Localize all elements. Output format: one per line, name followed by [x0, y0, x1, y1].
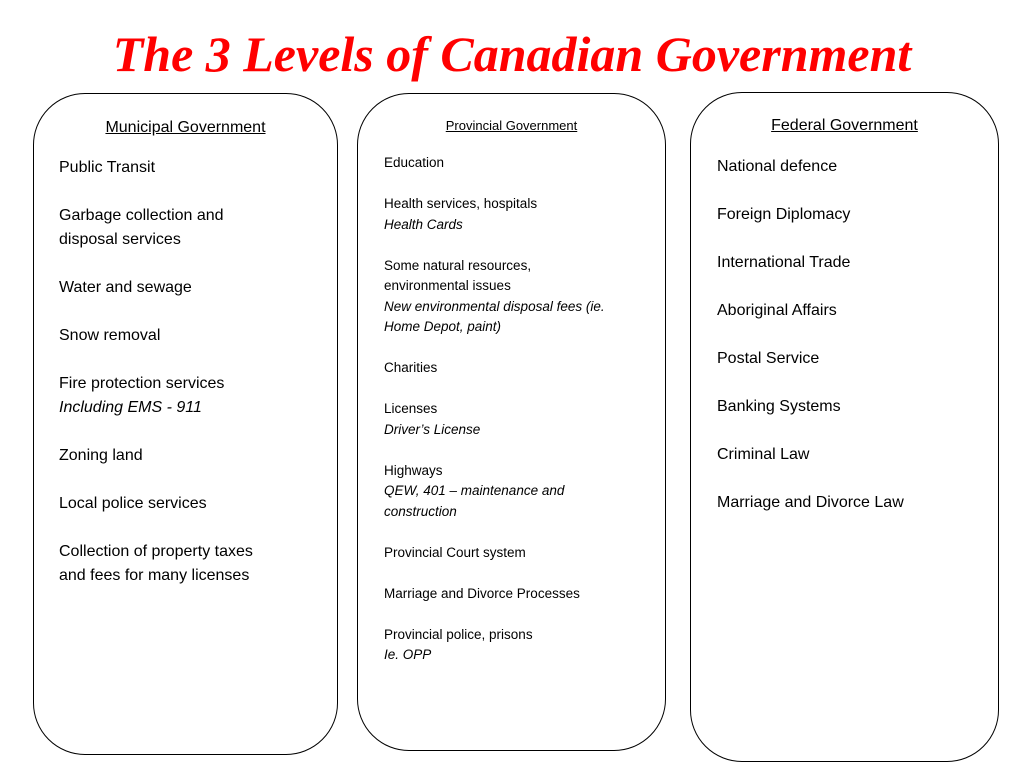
item-text: Snow removal — [59, 327, 161, 344]
item-example-text: Including EMS - 911 — [59, 399, 202, 416]
item-example-text: QEW, 401 – maintenance and — [384, 483, 565, 498]
item-text: Local police services — [59, 495, 207, 512]
item-text: International Trade — [717, 254, 851, 271]
list-item — [59, 204, 323, 252]
list-item — [384, 584, 653, 605]
list-item — [717, 203, 986, 227]
municipal-list — [59, 156, 323, 612]
list-item — [384, 625, 653, 666]
item-text: Postal Service — [717, 350, 820, 367]
item-text: Water and sewage — [59, 279, 192, 296]
list-item — [384, 153, 653, 174]
item-text: Foreign Diplomacy — [717, 206, 851, 223]
list-item — [384, 194, 653, 235]
list-item — [384, 461, 653, 523]
list-item — [59, 324, 323, 348]
item-text: Garbage collection and — [59, 207, 224, 224]
page-title: The 3 Levels of Canadian Government — [112, 26, 912, 82]
item-text: Banking Systems — [717, 398, 841, 415]
municipal-heading: Municipal Government — [105, 119, 266, 136]
provincial-heading: Provincial Government — [445, 118, 578, 133]
list-item — [717, 443, 986, 467]
item-text: Provincial police, prisons — [384, 626, 533, 642]
list-item — [59, 276, 323, 300]
item-text: Marriage and Divorce Processes — [384, 585, 580, 601]
item-text: Some natural resources, — [384, 257, 532, 273]
provincial-list — [384, 153, 653, 686]
item-text: and fees for many licenses — [59, 567, 250, 584]
list-item — [717, 299, 986, 323]
list-item — [717, 491, 986, 515]
item-example-text: Home Depot, paint) — [384, 319, 502, 334]
federal-list — [717, 155, 986, 539]
item-example-text: Driver’s License — [384, 421, 481, 437]
item-text: Education — [384, 155, 445, 170]
list-item — [717, 155, 986, 179]
list-item — [59, 540, 323, 588]
list-item — [717, 251, 986, 275]
list-item — [59, 492, 323, 516]
item-text: Public Transit — [59, 159, 156, 176]
list-item — [59, 372, 323, 420]
item-text: environmental issues — [384, 278, 511, 293]
item-example-text: Health Cards — [384, 216, 463, 232]
item-text: disposal services — [59, 231, 181, 248]
item-text: Provincial Court system — [384, 544, 526, 560]
item-text: Aboriginal Affairs — [717, 302, 837, 319]
item-text: Health services, hospitals — [384, 196, 538, 211]
item-example-text: construction — [384, 503, 457, 519]
list-item — [717, 395, 986, 419]
federal-panel — [690, 92, 999, 762]
item-text: Charities — [384, 360, 438, 375]
item-text: Highways — [384, 462, 443, 478]
item-text: Zoning land — [59, 447, 143, 464]
item-example-text: New environmental disposal fees (ie. — [384, 298, 605, 314]
item-text: Marriage and Divorce Law — [717, 494, 904, 511]
list-item — [717, 347, 986, 371]
list-item — [384, 399, 653, 440]
federal-heading: Federal Government — [771, 117, 918, 134]
item-text: Fire protection services — [59, 375, 225, 392]
list-item — [59, 444, 323, 468]
item-example-text: Ie. OPP — [384, 647, 432, 662]
provincial-panel — [357, 93, 666, 751]
item-text: Licenses — [384, 401, 438, 416]
item-text: Collection of property taxes — [59, 543, 253, 560]
item-text: National defence — [717, 158, 838, 175]
list-item — [384, 358, 653, 379]
list-item — [384, 256, 653, 338]
municipal-panel — [33, 93, 338, 755]
item-text: Criminal Law — [717, 446, 810, 463]
list-item — [59, 156, 323, 180]
list-item — [384, 543, 653, 564]
